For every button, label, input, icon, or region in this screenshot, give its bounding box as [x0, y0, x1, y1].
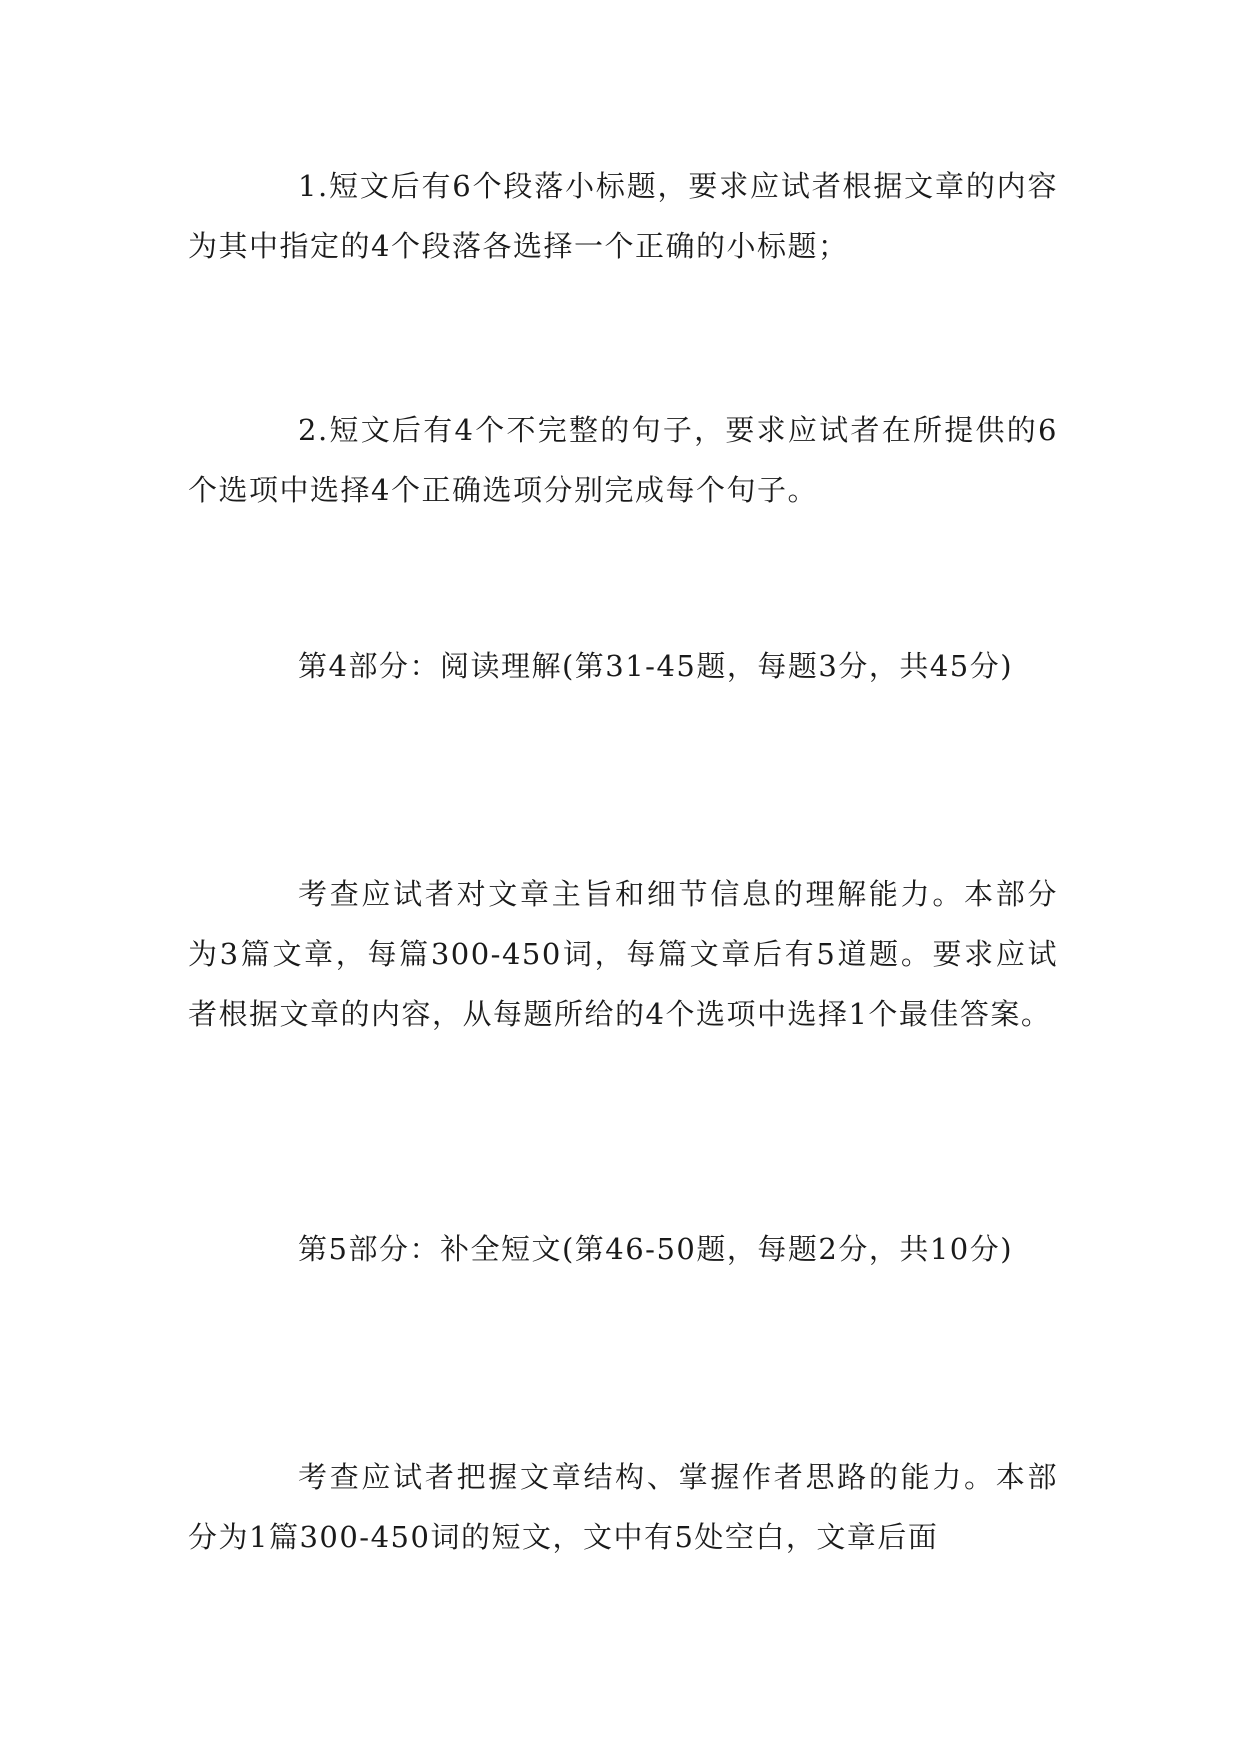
section-heading-cloze: 第5部分：补全短文(第46-50题，每题2分，共10分): [298, 1232, 1014, 1266]
paragraph-subtitle-matching: 1.短文后有6个段落小标题，要求应试者根据文章的内容为其中指定的4个段落各选择一个正确的小标题；: [188, 169, 1058, 263]
paragraph-sentence-completion: 2.短文后有4个不完整的句子，要求应试者在所提供的6个选项中选择4个正确选项分别完成每个句子。: [188, 413, 1058, 507]
section-heading-reading-comprehension: 第4部分：阅读理解(第31-45题，每题3分，共45分): [298, 649, 1014, 683]
paragraph-cloze: 考查应试者把握文章结构、掌握作者思路的能力。本部分为1篇300-450词的短文，文中有5处空白，文章后面: [188, 1460, 1058, 1554]
paragraph-reading-comprehension: 考查应试者对文章主旨和细节信息的理解能力。本部分为3篇文章，每篇300-450词，每篇文章后有5道题。要求应试者根据文章的内容，从每题所给的4个选项中选择1个最佳答案。: [188, 877, 1058, 1031]
